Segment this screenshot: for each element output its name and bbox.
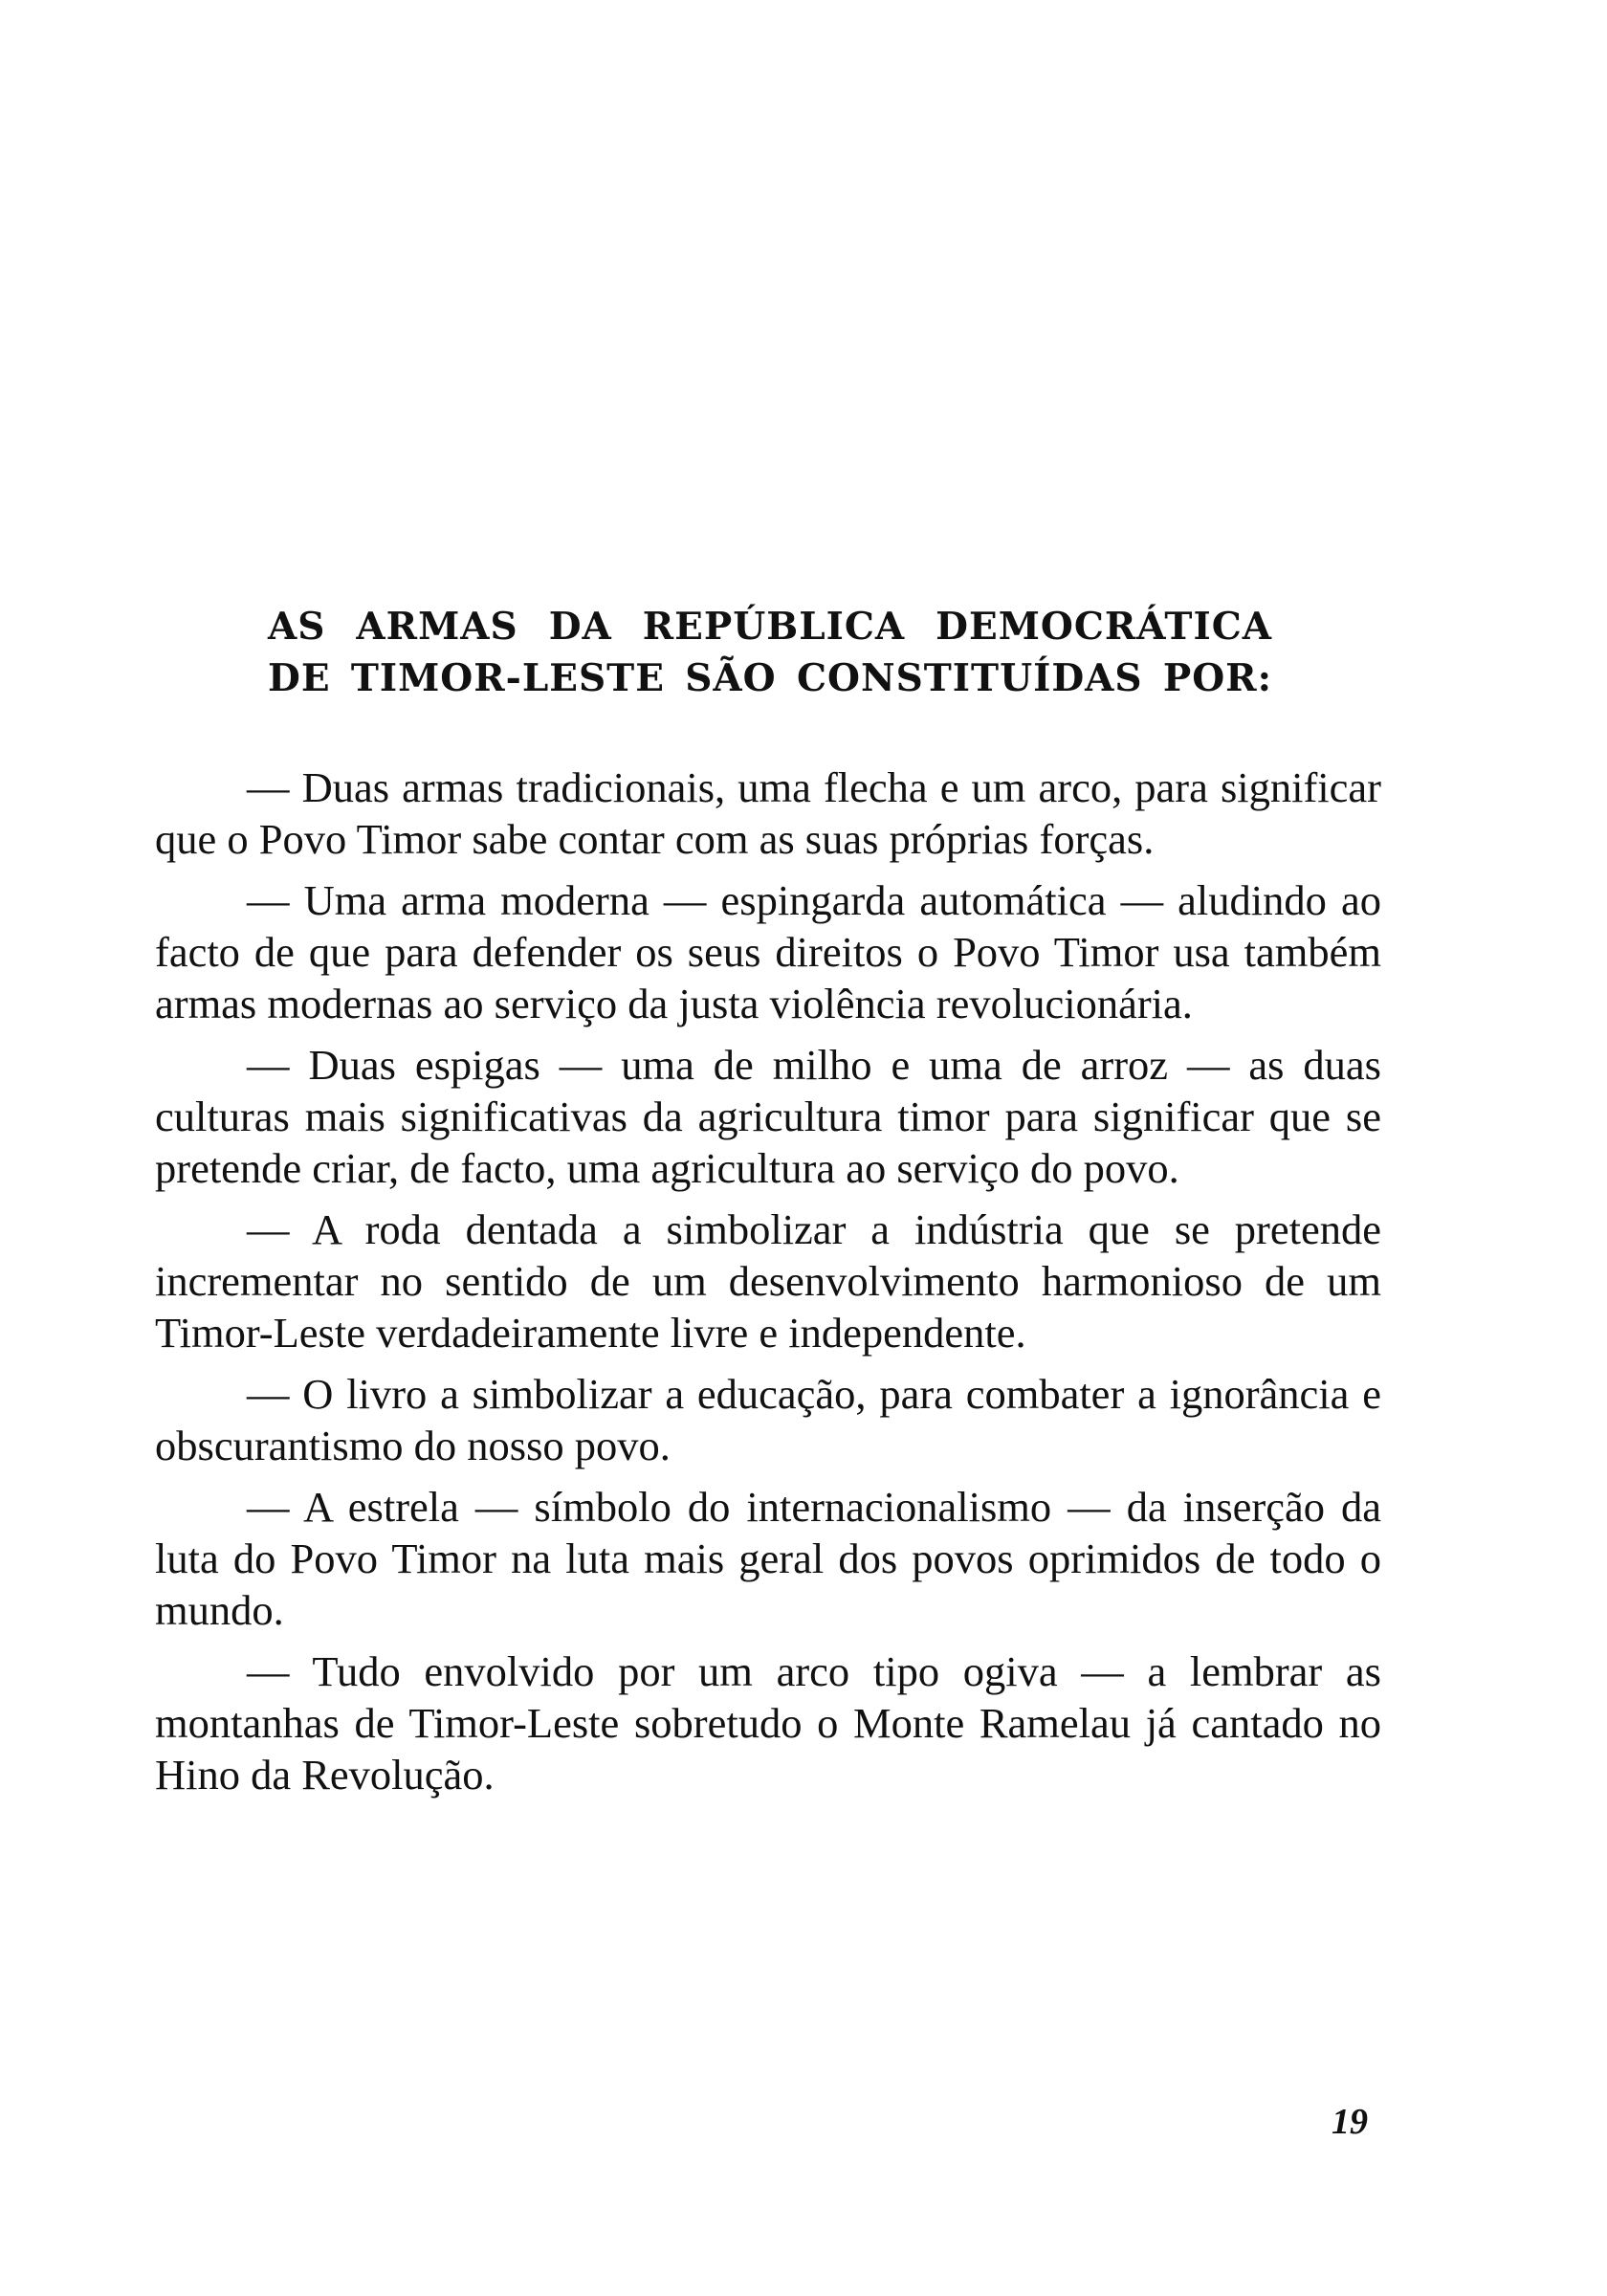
body-text [155, 762, 1381, 1810]
paragraph-ogive-arc: — Tudo envolvido por um arco tipo ogiva — a lembrar as montanhas de Timor-Leste sobretudo o Monte Ramelau já cantado no Hino da Revolução. [155, 1647, 1381, 1799]
paragraph-weapon-modern: — Uma arma moderna — espingarda automática — aludindo ao facto de que para defender os seus direitos o Povo Timor usa também armas modernas ao serviço da justa violência revolucionária. [155, 876, 1381, 1027]
paragraph-weapons-traditional: — Duas armas tradicionais, uma flecha e um arco, para significar que o Povo Timor sabe contar com as suas próprias forças. [155, 763, 1381, 863]
paragraph-star: — A estrela — símbolo do internacionalismo — da inserção da luta do Povo Timor na luta mais geral dos povos oprimidos de todo o mundo. [155, 1483, 1381, 1634]
heading-line-1: AS ARMAS DA REPÚBLICA DEMOCRÁTICA [268, 605, 1272, 649]
page-heading [268, 601, 1272, 704]
paragraph-book: — O livro a simbolizar a educação, para combater a ignorância e obscurantismo do nosso povo. [155, 1370, 1381, 1469]
paragraph-ears-of-grain: — Duas espigas — uma de milho e uma de arroz — as duas culturas mais significativas da agricultura timor para significar que se pretende criar, de facto, uma agricultura ao serviço do povo. [155, 1041, 1381, 1192]
paragraph-cogwheel: — A roda dentada a simbolizar a indústria que se pretende incrementar no sentido de um desenvolvimento harmonioso de um Timor-Leste verdadeiramente livre e independente. [155, 1205, 1381, 1357]
page-number: 19 [1332, 2102, 1368, 2142]
heading-line-2: DE TIMOR-LESTE SÃO CONSTITUÍDAS POR: [268, 656, 1272, 700]
